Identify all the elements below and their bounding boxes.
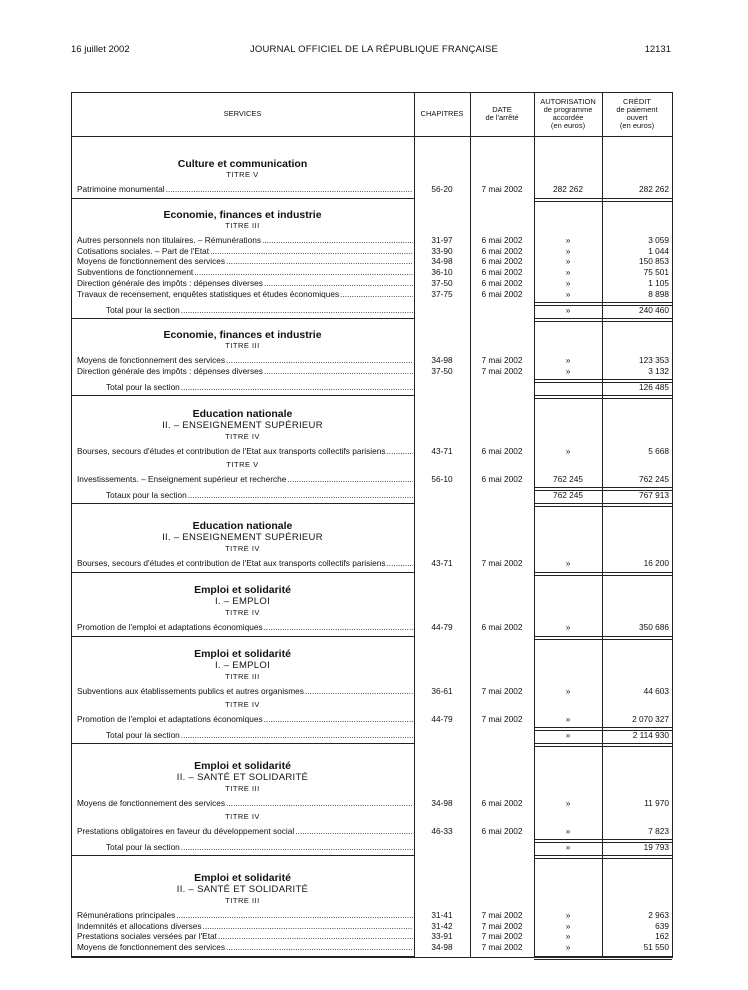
titre-label: TITRE IV	[225, 544, 260, 553]
section-title: Economie, finances et industrie	[163, 329, 322, 341]
chapitre-cell: 37-50	[431, 365, 453, 376]
row-label-text: Moyens de fonctionnement des services	[77, 256, 226, 267]
row-label	[77, 184, 413, 195]
section-rule	[534, 743, 672, 747]
credit-cell: 11 970	[644, 798, 669, 808]
section-rule	[71, 318, 414, 319]
date-cell: 7 mai 2002	[481, 910, 523, 920]
credit-cell: 1 044	[648, 245, 669, 256]
row-label-text: Cotisations sociales. – Part de l'Etat	[77, 245, 210, 256]
row-label-text: Direction générale des impôts : dépenses diverses	[77, 277, 263, 288]
row-label	[77, 256, 413, 267]
row-label-text: Moyens de fonctionnement des services	[77, 355, 226, 365]
row-label	[77, 910, 413, 921]
autorisation-cell: »	[565, 622, 571, 632]
table-row	[71, 366, 673, 377]
section-rule	[71, 572, 414, 573]
date-cell: 6 mai 2002	[481, 622, 523, 632]
chapitre-cell: 46-33	[431, 825, 453, 836]
column-header-date: DATE de l'arrêté	[485, 105, 519, 122]
total-row	[71, 490, 673, 501]
date-cell: 6 mai 2002	[481, 825, 523, 836]
row-label-text: Investissements. – Enseignement supérieur et recherche	[77, 473, 287, 484]
section-subtitle: II. – SANTÉ ET SOLIDARITÉ	[176, 884, 309, 895]
chapitre-cell: 36-61	[431, 686, 453, 696]
column-header-services: SERVICES	[223, 109, 262, 118]
autorisation-cell: »	[565, 931, 571, 942]
chapitre-cell: 34-98	[431, 798, 453, 808]
table-row	[71, 267, 673, 278]
table-row	[71, 235, 673, 246]
credit-cell: 8 898	[648, 288, 669, 299]
autorisation-cell: »	[565, 305, 571, 316]
date-cell: 7 mai 2002	[481, 184, 523, 194]
credit-cell: 75 501	[643, 267, 669, 278]
chapitre-cell: 31-42	[431, 920, 453, 931]
date-cell: 6 mai 2002	[481, 235, 523, 245]
row-label-text: Promotion de l'emploi et adaptations économiques	[77, 622, 263, 632]
titre-label: TITRE III	[225, 221, 260, 230]
table-row	[71, 910, 673, 921]
row-label-text: Rémunérations principales	[77, 910, 176, 920]
section-rule	[534, 855, 672, 859]
autorisation-cell: »	[565, 277, 571, 288]
autorisation-cell: »	[565, 235, 571, 245]
date-cell: 7 mai 2002	[481, 355, 523, 365]
table-row	[71, 184, 673, 195]
credit-cell: 2 963	[648, 910, 669, 920]
section-title: Economie, finances et industrie	[163, 209, 322, 221]
table-row	[71, 622, 673, 633]
section-rule	[534, 956, 672, 960]
date-cell: 7 mai 2002	[481, 920, 523, 931]
credit-cell: 7 823	[648, 825, 669, 836]
section-subtitle: I. – EMPLOI	[214, 596, 271, 607]
chapitre-cell: 43-71	[431, 558, 453, 568]
row-label-text: Patrimoine monumental	[77, 184, 165, 194]
titre-label: TITRE V	[226, 459, 259, 469]
row-label-text: Total pour la section	[106, 842, 180, 853]
autorisation-cell: »	[565, 355, 571, 365]
date-cell: 7 mai 2002	[481, 713, 523, 724]
journal-title: JOURNAL OFFICIEL DE LA RÉPUBLIQUE FRANÇAISE	[249, 44, 499, 55]
total-label	[106, 490, 413, 501]
row-label	[77, 931, 413, 942]
chapitre-cell: 31-41	[431, 910, 453, 920]
credit-cell: 51 550	[643, 942, 669, 953]
table-row	[71, 446, 673, 457]
table-row	[71, 289, 673, 300]
date-cell: 6 mai 2002	[481, 446, 523, 456]
autorisation-cell: »	[565, 267, 571, 278]
titre-label: TITRE III	[225, 896, 260, 905]
section-title: Culture et communication	[177, 158, 308, 170]
section-rule	[71, 198, 414, 199]
date-cell: 6 mai 2002	[481, 473, 523, 484]
titre-label: TITRE IV	[225, 432, 260, 441]
section-title: Emploi et solidarité	[194, 648, 291, 660]
date-cell: 6 mai 2002	[481, 245, 523, 256]
section-rule	[534, 636, 672, 640]
table-row	[71, 474, 673, 485]
row-label	[77, 714, 413, 725]
chapitre-cell: 37-75	[431, 288, 453, 299]
credit-cell: 150 853	[639, 256, 669, 267]
total-row	[71, 842, 673, 853]
header-date: 16 juillet 2002	[71, 44, 130, 55]
autorisation-cell: »	[565, 920, 571, 931]
row-label-text: Subventions de fonctionnement	[77, 267, 194, 278]
titre-label: TITRE IV	[225, 699, 260, 709]
table-row	[71, 355, 673, 366]
row-label	[77, 558, 413, 569]
table-row	[71, 686, 673, 697]
autorisation-cell: »	[565, 558, 571, 568]
table-row	[71, 256, 673, 267]
credit-cell: 162	[655, 931, 669, 942]
date-cell: 6 mai 2002	[481, 798, 523, 808]
total-row	[71, 305, 673, 316]
page-header	[0, 44, 748, 58]
chapitre-cell: 56-10	[431, 473, 453, 484]
autorisation-cell: »	[565, 730, 571, 741]
row-label-text: Bourses, secours d'études et contribution de l'Etat aux transports collectifs parisiens	[77, 446, 386, 456]
autorisation-cell: »	[565, 686, 571, 696]
page-number: 12131	[644, 44, 671, 55]
credit-cell: 639	[655, 920, 669, 931]
credit-cell: 240 460	[639, 305, 669, 316]
date-cell: 7 mai 2002	[481, 931, 523, 942]
section-rule	[71, 636, 414, 637]
row-label	[77, 446, 413, 457]
credit-cell: 3 132	[648, 365, 669, 376]
section-subtitle: I. – EMPLOI	[214, 660, 271, 671]
section-rule	[534, 379, 672, 383]
section-rule	[534, 727, 672, 731]
row-label	[77, 278, 413, 289]
autorisation-cell: »	[565, 942, 571, 953]
date-cell: 7 mai 2002	[481, 365, 523, 376]
date-cell: 6 mai 2002	[481, 288, 523, 299]
row-label-text: Bourses, secours d'études et contribution de l'Etat aux transports collectifs parisiens	[77, 558, 386, 568]
date-cell: 6 mai 2002	[481, 267, 523, 278]
section-title: Education nationale	[192, 520, 293, 532]
column-header-autorisation: AUTORISATION de programme accordée (en euros)	[540, 97, 596, 130]
table-row	[71, 826, 673, 837]
row-label-text: Total pour la section	[106, 305, 180, 316]
row-label	[77, 289, 413, 300]
row-label	[77, 942, 413, 953]
chapitre-cell: 36-10	[431, 267, 453, 278]
chapitre-cell: 44-79	[431, 622, 453, 632]
section-rule	[71, 503, 414, 504]
autorisation-cell: »	[565, 910, 571, 920]
chapitre-cell: 34-98	[431, 942, 453, 953]
credit-cell: 2 114 930	[632, 730, 669, 741]
row-label	[77, 921, 413, 932]
row-label	[77, 826, 413, 837]
titre-label: TITRE III	[225, 784, 260, 793]
titre-label: TITRE IV	[225, 811, 260, 821]
date-cell: 6 mai 2002	[481, 277, 523, 288]
credit-cell: 2 070 327	[632, 713, 669, 724]
credit-cell: 123 353	[639, 355, 669, 365]
table-row	[71, 714, 673, 725]
section-rule	[71, 395, 414, 396]
section-rule	[534, 572, 672, 576]
autorisation-cell: 762 245	[553, 490, 583, 501]
credit-cell: 767 913	[639, 490, 669, 501]
total-label	[106, 305, 413, 316]
section-rule	[534, 318, 672, 322]
chapitre-cell: 56-20	[431, 184, 453, 194]
autorisation-cell: »	[565, 798, 571, 808]
autorisation-cell: »	[565, 825, 571, 836]
credit-cell: 44 603	[643, 686, 669, 696]
credit-cell: 19 793	[643, 842, 669, 853]
credit-cell: 5 668	[648, 446, 669, 456]
row-label	[77, 798, 413, 809]
chapitre-cell: 44-79	[431, 713, 453, 724]
section-rule	[534, 503, 672, 507]
row-label-text: Prestations obligatoires en faveur du développement social	[77, 825, 295, 836]
table-row	[71, 558, 673, 569]
chapitre-cell: 43-71	[431, 446, 453, 456]
row-label-text: Autres personnels non titulaires. – Rémunérations	[77, 235, 262, 245]
credits-table	[71, 92, 673, 958]
table-row	[71, 931, 673, 942]
row-label-text: Totaux pour la section	[106, 490, 187, 501]
row-label	[77, 686, 413, 697]
table-row	[71, 798, 673, 809]
section-rule	[71, 956, 414, 957]
section-title: Emploi et solidarité	[194, 584, 291, 596]
section-rule	[534, 395, 672, 399]
row-label-text: Prestations sociales versées par l'Etat	[77, 931, 217, 942]
autorisation-cell: »	[565, 288, 571, 299]
autorisation-cell: »	[565, 713, 571, 724]
credit-cell: 126 485	[639, 382, 669, 393]
table-row	[71, 246, 673, 257]
table-row	[71, 278, 673, 289]
section-rule	[71, 855, 414, 856]
date-cell: 7 mai 2002	[481, 942, 523, 953]
chapitre-cell: 33-90	[431, 245, 453, 256]
row-label-text: Indemnités et allocations diverses	[77, 920, 202, 931]
credit-cell: 762 245	[639, 473, 669, 484]
row-label-text: Direction générale des impôts : dépenses diverses	[77, 365, 263, 376]
column-header-credit: CRÉDIT de paiement ouvert (en euros)	[616, 97, 658, 130]
autorisation-cell: »	[565, 245, 571, 256]
chapitre-cell: 33-91	[431, 931, 453, 942]
total-row	[71, 730, 673, 741]
credit-cell: 350 686	[639, 622, 669, 632]
row-label	[77, 366, 413, 377]
section-title: Education nationale	[192, 408, 293, 420]
column-header-chapitres: CHAPITRES	[420, 109, 464, 118]
section-subtitle: II. – ENSEIGNEMENT SUPÉRIEUR	[162, 532, 323, 543]
section-rule	[534, 839, 672, 843]
section-title: Emploi et solidarité	[194, 760, 291, 772]
row-label	[77, 246, 413, 257]
chapitre-cell: 34-98	[431, 355, 453, 365]
total-row	[71, 382, 673, 393]
section-rule	[534, 198, 672, 202]
section-rule	[534, 487, 672, 491]
row-label-text: Moyens de fonctionnement des services	[77, 798, 226, 808]
date-cell: 7 mai 2002	[481, 686, 523, 696]
row-label	[77, 622, 413, 633]
table-row	[71, 921, 673, 932]
row-label	[77, 474, 413, 485]
credit-cell: 1 105	[648, 277, 669, 288]
autorisation-cell: »	[565, 256, 571, 267]
table-header-rule	[71, 136, 673, 137]
titre-label: TITRE V	[226, 170, 259, 179]
section-subtitle: II. – ENSEIGNEMENT SUPÉRIEUR	[162, 420, 323, 431]
total-label	[106, 842, 413, 853]
chapitre-cell: 37-50	[431, 277, 453, 288]
autorisation-cell: 762 245	[553, 473, 583, 484]
titre-label: TITRE III	[225, 341, 260, 350]
date-cell: 6 mai 2002	[481, 256, 523, 267]
credit-cell: 3 059	[648, 235, 669, 245]
row-label-text: Total pour la section	[106, 730, 180, 741]
credit-cell: 282 262	[639, 184, 669, 194]
chapitre-cell: 34-98	[431, 256, 453, 267]
titre-label: TITRE III	[225, 672, 260, 681]
table-row	[71, 942, 673, 953]
section-rule	[71, 743, 414, 744]
row-label-text: Subventions aux établissements publics et autres organismes	[77, 686, 304, 696]
row-label	[77, 355, 413, 366]
autorisation-cell: 282 262	[553, 184, 583, 194]
autorisation-cell: »	[565, 446, 571, 456]
row-label-text: Promotion de l'emploi et adaptations économiques	[77, 713, 263, 724]
total-label	[106, 730, 413, 741]
row-label-text: Moyens de fonctionnement des services	[77, 942, 226, 953]
total-label	[106, 382, 413, 393]
titre-label: TITRE IV	[225, 608, 260, 617]
section-title: Emploi et solidarité	[194, 872, 291, 884]
row-label-text: Travaux de recensement, enquêtes statistiques et études économiques	[77, 288, 340, 299]
credit-cell: 16 200	[643, 558, 669, 568]
chapitre-cell: 31-97	[431, 235, 453, 245]
row-label-text: Total pour la section	[106, 382, 180, 393]
section-rule	[534, 302, 672, 306]
row-label	[77, 267, 413, 278]
autorisation-cell: »	[565, 365, 571, 376]
section-subtitle: II. – SANTÉ ET SOLIDARITÉ	[176, 772, 309, 783]
autorisation-cell: »	[565, 842, 571, 853]
date-cell: 7 mai 2002	[481, 558, 523, 568]
row-label	[77, 235, 413, 246]
